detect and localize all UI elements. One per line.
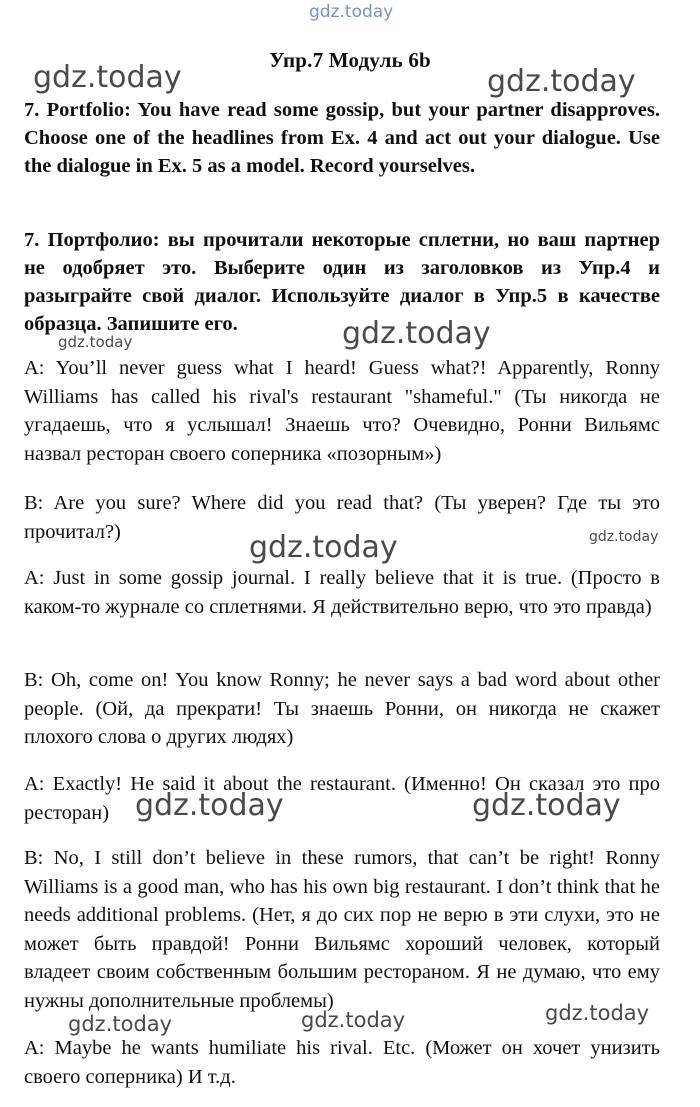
watermark: gdz.today (301, 1008, 406, 1032)
dialogue-line-6: B: No, I still don’t believe in these rumors, that can’t be right! Ronny Williams is a good man, who has his own big restaurant. I don’t think that he needs additional problems. (Нет, я до сих пор не верю в эти слухи, это не может быть правдой! Ронни Вильямс хороший человек, который владеет своим собственным большим рестораном. Я не думаю, что ему нужны дополнительные проблемы) (24, 847, 660, 1012)
dialogue-line-1: A: You’ll never guess what I heard! Guess what?! Apparently, Ronny Williams has called his rival's restaurant "shameful." (Ты никогда не угадаешь, что я услышал! Знаешь что? Очевидно, Ронни Вильямс назвал ресторан своего соперника «позорным») (24, 357, 660, 465)
watermark: gdz.today (135, 788, 284, 823)
page-title: Упр.7 Модуль 6b (269, 48, 431, 72)
watermark: gdz.today (589, 529, 659, 545)
dialogue-line-5: A: Exactly! He said it about the restaurant. (Именно! Он сказал это про ресторан) (24, 773, 660, 824)
watermark: gdz.today (487, 64, 636, 99)
watermark: gdz.today (342, 316, 491, 351)
dialogue-line-2: B: Are you sure? Where did you read that? (Ты уверен? Где ты это прочитал?) (24, 492, 660, 543)
watermark: gdz.today (33, 60, 182, 95)
task-english: 7. Portfolio: You have read some gossip, but your partner disapproves. Choose one of the headlines from Ex. 4 and act out your dialogue. Use the dialogue in Ex. 5 as a model. Record yourselves. (24, 99, 660, 177)
dialogue-line-4: B: Oh, come on! You know Ronny; he never says a bad word about other people. (Ой, да прекрати! Ты знаешь Ронни, он никогда не скажет плохого слова о других людях) (24, 669, 660, 748)
watermark: gdz.today (309, 2, 394, 22)
watermark: gdz.today (472, 788, 621, 823)
watermark: gdz.today (68, 1012, 173, 1036)
dialogue-line-3: A: Just in some gossip journal. I really believe that it is true. (Просто в каком-то журнале со сплетнями. Я действительно верю, что это правда) (24, 567, 660, 618)
watermark: gdz.today (249, 530, 398, 565)
task-russian: 7. Портфолио: вы прочитали некоторые сплетни, но ваш партнер не одобряет это. Выберите один из заголовков из Упр.4 и разыграйте свой диалог. Используйте диалог в Упр.5 в качестве образца. Запишите его. (24, 229, 660, 335)
watermark: gdz.today (545, 1001, 650, 1025)
dialogue-line-7: A: Maybe he wants humiliate his rival. Etc. (Может он хочет унизить своего соперника) И т.д. (24, 1037, 660, 1088)
watermark: gdz.today (58, 333, 133, 351)
